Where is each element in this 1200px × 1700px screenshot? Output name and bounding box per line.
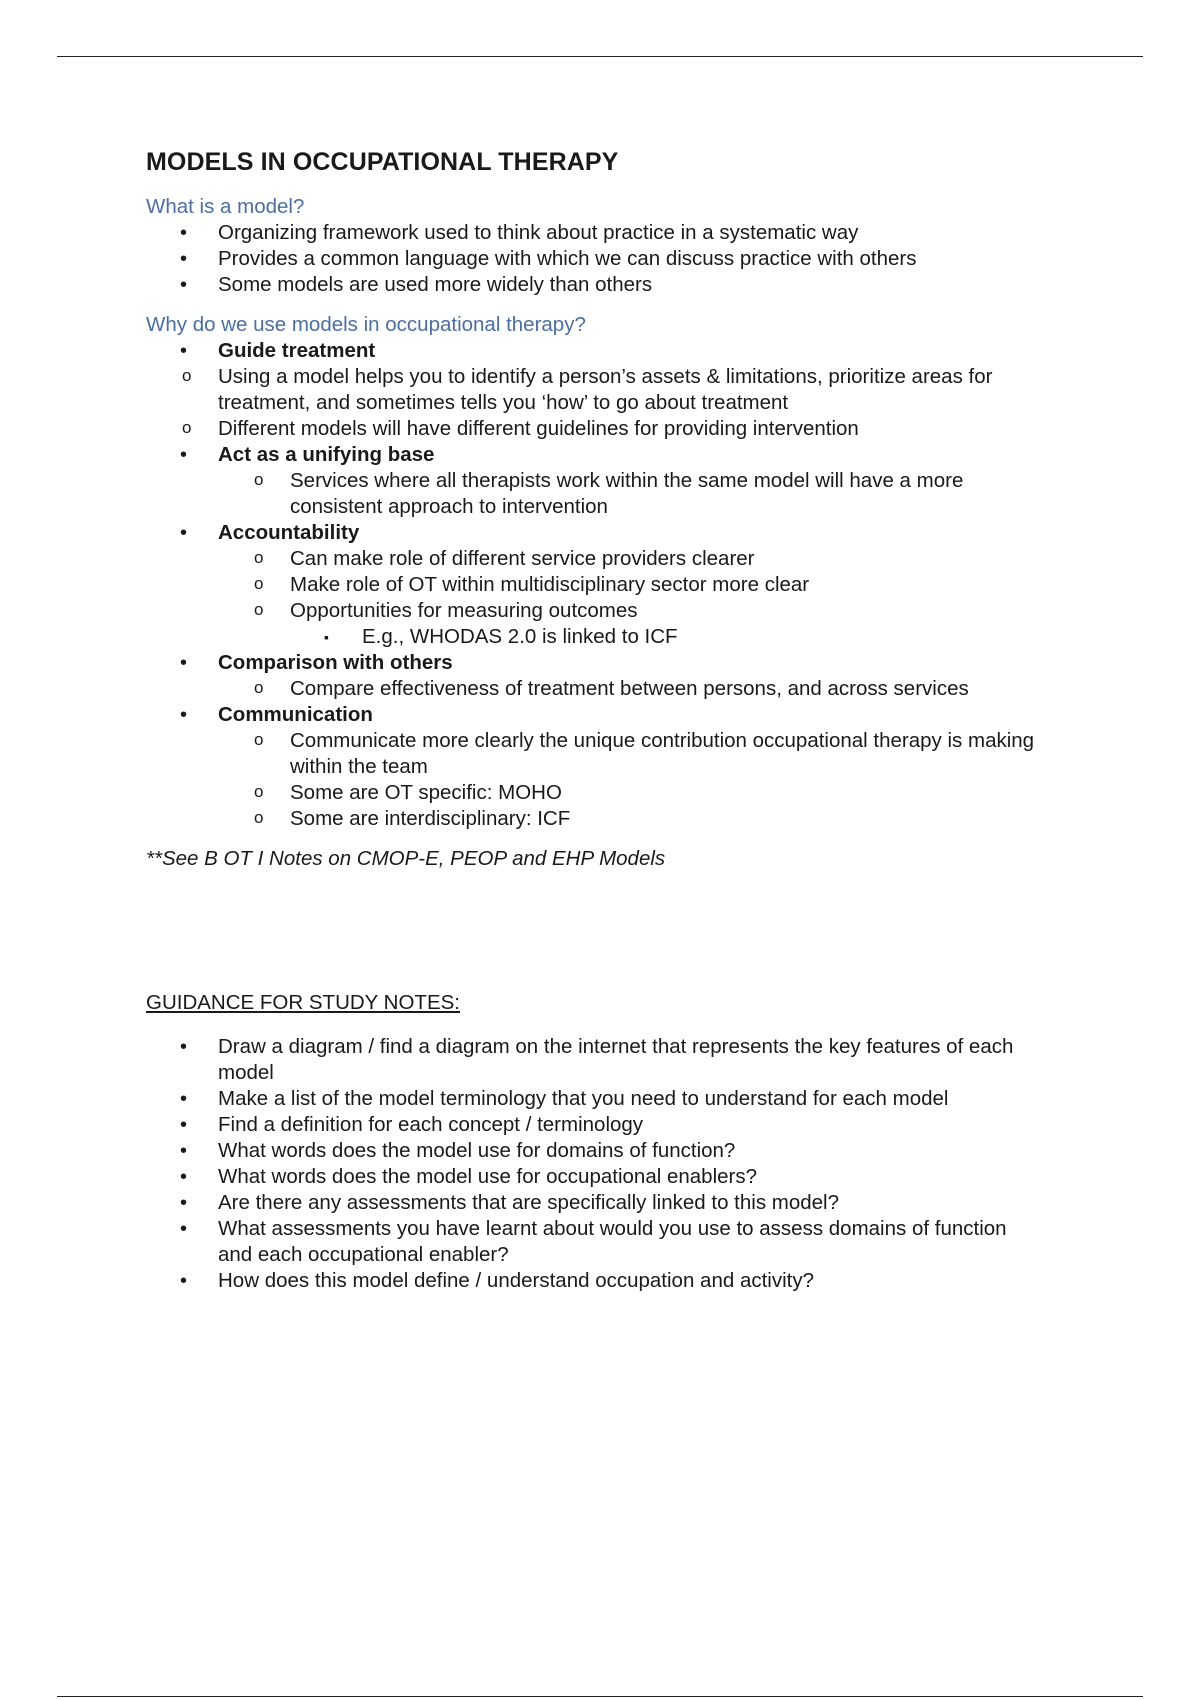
list-item: • Some models are used more widely than others (146, 272, 1046, 298)
section-heading-why-use-models: Why do we use models in occupational therapy? (146, 313, 586, 336)
header-rule (57, 56, 1143, 57)
what-is-a-model-list (146, 220, 1046, 298)
sub-list-item: o Using a model helps you to identify a person’s assets & limitations, prioritize areas for treatment, and sometimes tells you ‘how’ to go about treatment (218, 364, 1046, 416)
list-item: • Are there any assessments that are specifically linked to this model? (146, 1190, 1046, 1216)
guidance-list (146, 1034, 1046, 1294)
sub-list (290, 676, 1046, 702)
list-item-unifying-base (146, 442, 1046, 520)
sub-sub-list-item: ▪ E.g., WHODAS 2.0 is linked to ICF (290, 624, 1046, 650)
sub-list (290, 546, 1046, 650)
list-item-accountability (146, 520, 1046, 650)
guidance-heading: GUIDANCE FOR STUDY NOTES: (146, 991, 460, 1014)
list-item: • How does this model define / understand occupation and activity? (146, 1268, 1046, 1294)
list-item: • Draw a diagram / find a diagram on the internet that represents the key features of each model (146, 1034, 1046, 1086)
sub-list (218, 364, 1046, 442)
footer-rule (57, 1696, 1143, 1697)
list-item: • What words does the model use for occupational enablers? (146, 1164, 1046, 1190)
list-item-guide-treatment (146, 338, 1046, 442)
sub-sub-list (290, 624, 1046, 650)
group-label: Guide treatment (218, 339, 376, 362)
sub-list-item: o Make role of OT within multidisciplinary sector more clear (290, 572, 1046, 598)
sub-list-item: o Some are OT specific: MOHO (290, 780, 1046, 806)
reference-note: **See B OT I Notes on CMOP-E, PEOP and EHP Models (146, 847, 666, 870)
sub-list (290, 728, 1046, 832)
list-item-comparison (146, 650, 1046, 702)
sub-list-item: o Some are interdisciplinary: ICF (290, 806, 1046, 832)
sub-list (290, 468, 1046, 520)
list-item: • Provides a common language with which we can discuss practice with others (146, 246, 1046, 272)
list-item: • Organizing framework used to think about practice in a systematic way (146, 220, 1046, 246)
sub-list-item: o Communicate more clearly the unique contribution occupational therapy is making within the team (290, 728, 1046, 780)
section-heading-what-is-a-model: What is a model? (146, 195, 305, 218)
sub-list-item: o Different models will have different guidelines for providing intervention (218, 416, 1046, 442)
sub-list-item: o Can make role of different service providers clearer (290, 546, 1046, 572)
sub-list-item (290, 598, 1046, 650)
list-item: • What words does the model use for domains of function? (146, 1138, 1046, 1164)
group-label: Communication (218, 703, 373, 726)
list-item: • Make a list of the model terminology that you need to understand for each model (146, 1086, 1046, 1112)
page-title: MODELS IN OCCUPATIONAL THERAPY (146, 148, 619, 176)
sub-list-item: o Compare effectiveness of treatment between persons, and across services (290, 676, 1046, 702)
document-page (146, 146, 1046, 1294)
why-use-models-list (146, 338, 1046, 832)
list-item: • What assessments you have learnt about would you use to assess domains of function and each occupational enabler? (146, 1216, 1046, 1268)
list-item: • Find a definition for each concept / terminology (146, 1112, 1046, 1138)
sub-list-item: o Services where all therapists work within the same model will have a more consistent approach to intervention (290, 468, 1046, 520)
group-label: Comparison with others (218, 651, 453, 674)
group-label: Act as a unifying base (218, 443, 435, 466)
sub-list-item-text: Opportunities for measuring outcomes (290, 599, 638, 622)
group-label: Accountability (218, 521, 360, 544)
list-item-communication (146, 702, 1046, 832)
